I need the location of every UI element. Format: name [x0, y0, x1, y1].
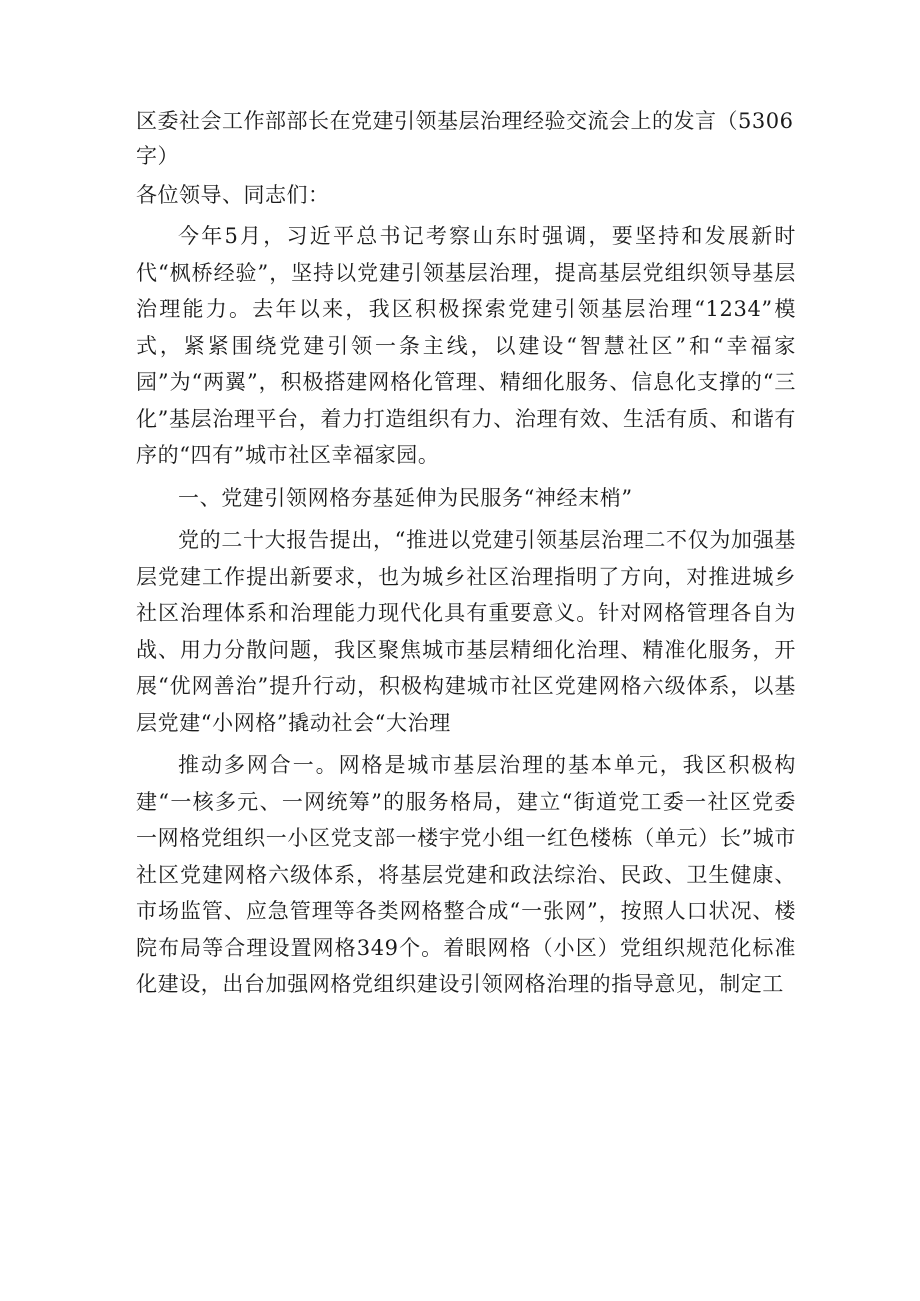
document-title: 区委社会工作部部长在党建引领基层治理经验交流会上的发言（5306字） [136, 109, 794, 168]
section-heading: 一、党建引领网格夯基延伸为民服务“神经末梢” [178, 485, 633, 510]
section-paragraph: 推动多网合一。网格是城市基层治理的基本单元，我区积极构建“一核多元、一网统筹”的服务格局，建立“街道党工委一社区党委一网格党组织一小区党支部一楼宇党小组一红色楼栋（单元）长”城市社区党建网格六级体系，将基层党建和政法综治、民政、卫生健康、市场监管、应急管理等各类网格整合成“一张网”，按照人口状况、楼院布局等合理设置网格349个。着眼网格（小区）党组织规范化标准化建设，出台加强网格党组织建设引领网格治理的指导意见，制定工 [136, 753, 796, 996]
document-page [136, 104, 796, 1009]
salutation: 各位领导、同志们： [136, 183, 330, 207]
intro-paragraph: 今年5月，习近平总书记考察山东时强调，要坚持和发展新时代“枫桥经验”，坚持以党建引领基层治理，提高基层党组织领导基层治理能力。去年以来，我区积极探索党建引领基层治理“1234”模式，紧紧围绕党建引领一条主线，以建设“智慧社区”和“幸福家园”为“两翼”，积极搭建网格化管理、精细化服务、信息化支撑的“三化”基层治理平台，着力打造组织有力、治理有效、生活有质、和谐有序的“四有”城市社区幸福家园。 [136, 224, 796, 467]
section-paragraph: 党的二十大报告提出，“推进以党建引领基层治理二不仅为加强基层党建工作提出新要求，也为城乡社区治理指明了方向，对推进城乡社区治理体系和治理能力现代化具有重要意义。针对网格管理各自为战、用力分散问题，我区聚焦城市基层精细化治理、精准化服务，开展“优网善治”提升行动，积极构建城市社区党建网格六级体系，以基层党建“小网格”撬动社会“大治理 [136, 528, 796, 735]
